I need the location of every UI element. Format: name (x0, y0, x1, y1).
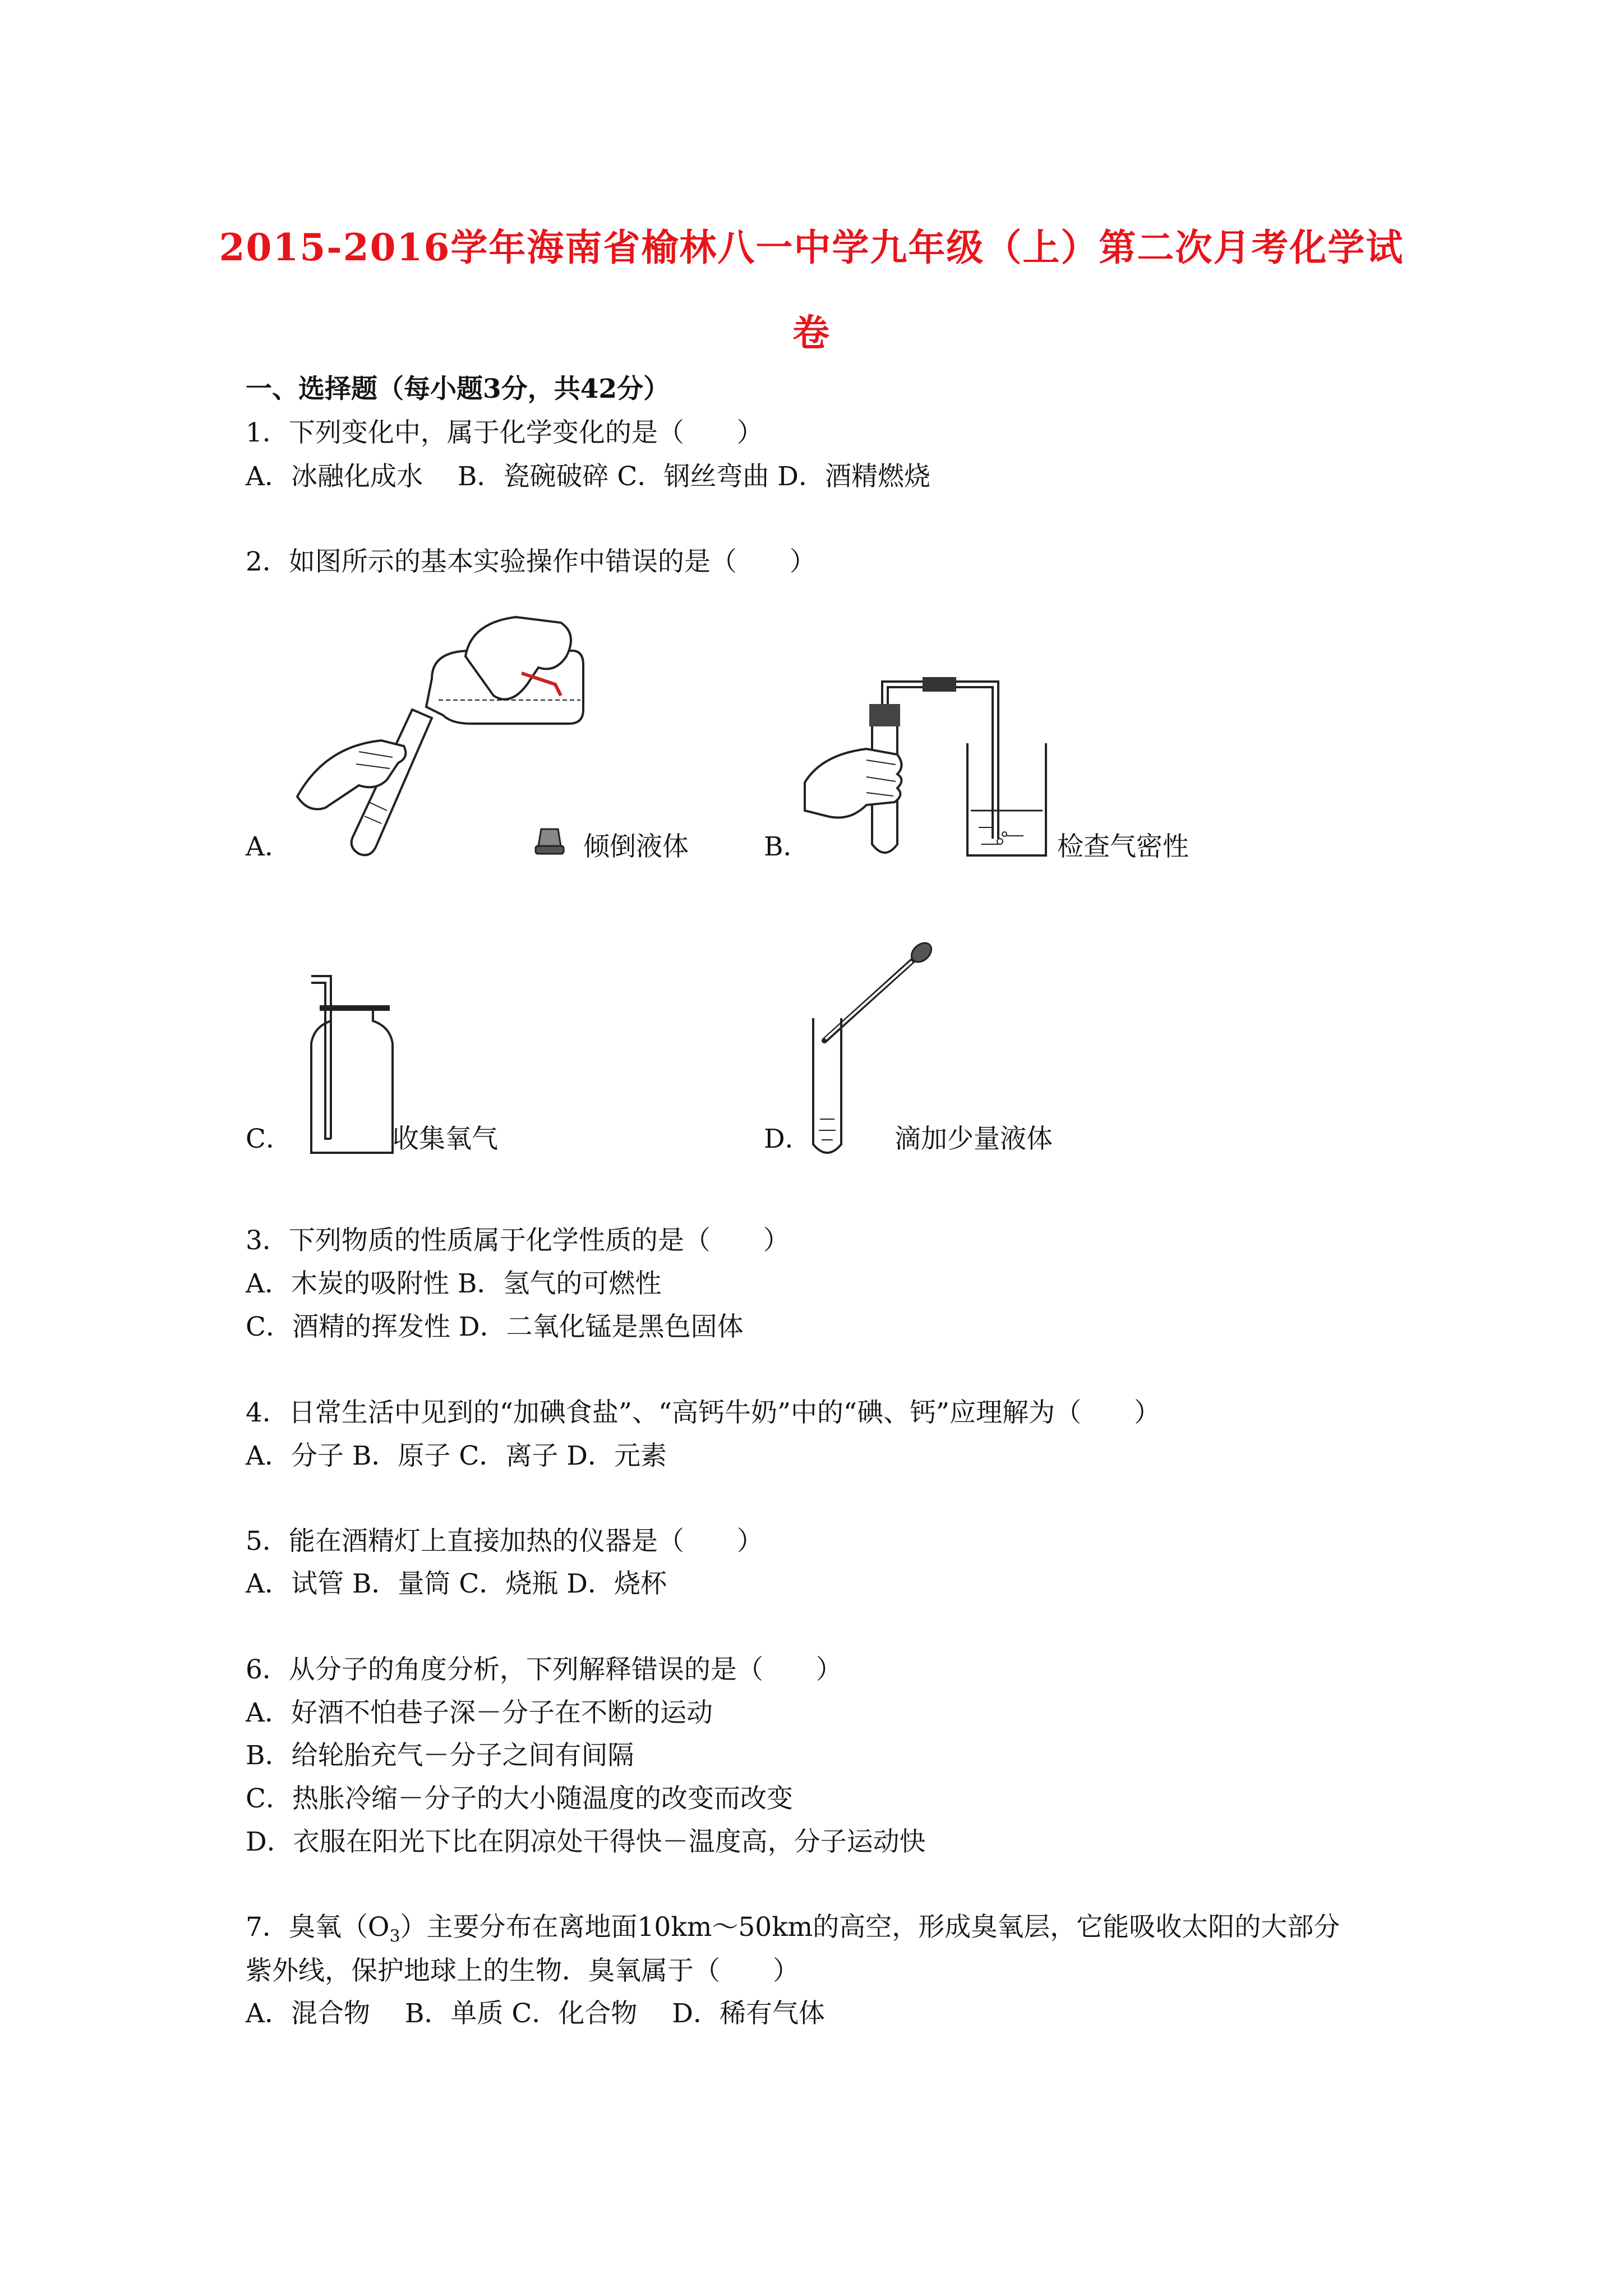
question-4-options: A．分子 B．原子 C．离子 D．元素 (246, 1441, 667, 1471)
question-4-stem: 4．日常生活中见到的“加碘食盐”、“高钙牛奶”中的“碘、钙”应理解为（ ） (246, 1397, 1161, 1428)
subscript-three: 3 (389, 1926, 400, 1947)
option-d-letter: D． (764, 1124, 811, 1154)
bottle-stopper-icon (533, 823, 566, 857)
question-5-stem: 5．能在酒精灯上直接加热的仪器是（ ） (246, 1526, 763, 1557)
question-2-stem: 2．如图所示的基本实验操作中错误的是（ ） (246, 546, 816, 577)
question-7-stem (246, 1914, 1340, 1945)
option-a-caption: 倾倒液体 (583, 831, 689, 862)
question-7-stem-start: 7．臭氧（O (246, 1912, 390, 1943)
figure-collect-oxygen (303, 970, 404, 1156)
option-b-caption: 检查气密性 (1057, 831, 1189, 862)
figure-dropping-liquid (802, 937, 942, 1156)
question-6-stem: 6．从分子的角度分析，下列解释错误的是（ ） (246, 1654, 842, 1685)
option-b-letter: B． (764, 831, 810, 862)
option-c-caption: 收集氧气 (393, 1124, 498, 1154)
question-6-option-b: B．给轮胎充气－分子之间有间隔 (246, 1740, 634, 1771)
question-5-options: A．试管 B．量筒 C．烧瓶 D．烧杯 (246, 1568, 667, 1599)
question-6-option-c: C．热胀冷缩－分子的大小随温度的改变而改变 (246, 1783, 793, 1814)
question-6-option-a: A．好酒不怕巷子深－分子在不断的运动 (246, 1697, 713, 1728)
question-3-stem: 3．下列物质的性质属于化学性质的是（ ） (246, 1225, 790, 1256)
section-heading: 一、选择题（每小题3分，共42分） (246, 374, 670, 404)
question-3-options-line-2: C．酒精的挥发性 D．二氧化锰是黑色固体 (246, 1312, 744, 1342)
option-d-caption: 滴加少量液体 (895, 1124, 1053, 1154)
option-a-letter: A． (246, 831, 291, 862)
option-c-letter: C． (246, 1124, 292, 1154)
question-7-options: A．混合物 B．单质 C．化合物 D．稀有气体 (246, 1998, 825, 2029)
question-3-options-line-1: A．木炭的吸附性 B．氢气的可燃性 (246, 1268, 662, 1299)
question-7-stem-end: ）主要分布在离地面10km～50km的高空，形成臭氧层，它能吸收太阳的大部分 (400, 1912, 1340, 1943)
question-7-stem-line-2: 紫外线，保护地球上的生物．臭氧属于（ ） (246, 1955, 799, 1986)
page-title: 2015-2016学年海南省榆林八一中学九年级（上）第二次月考化学试 (219, 226, 1404, 269)
question-6-option-d: D．衣服在阳光下比在阴凉处干得快－温度高，分子运动快 (246, 1826, 926, 1857)
page-title-continued: 卷 (792, 311, 831, 355)
figure-check-airtightness (805, 670, 1068, 861)
question-1-options: A．冰融化成水 B．瓷碗破碎 C．钢丝弯曲 D．酒精燃烧 (246, 461, 930, 492)
question-1-stem: 1．下列变化中，属于化学变化的是（ ） (246, 417, 763, 448)
